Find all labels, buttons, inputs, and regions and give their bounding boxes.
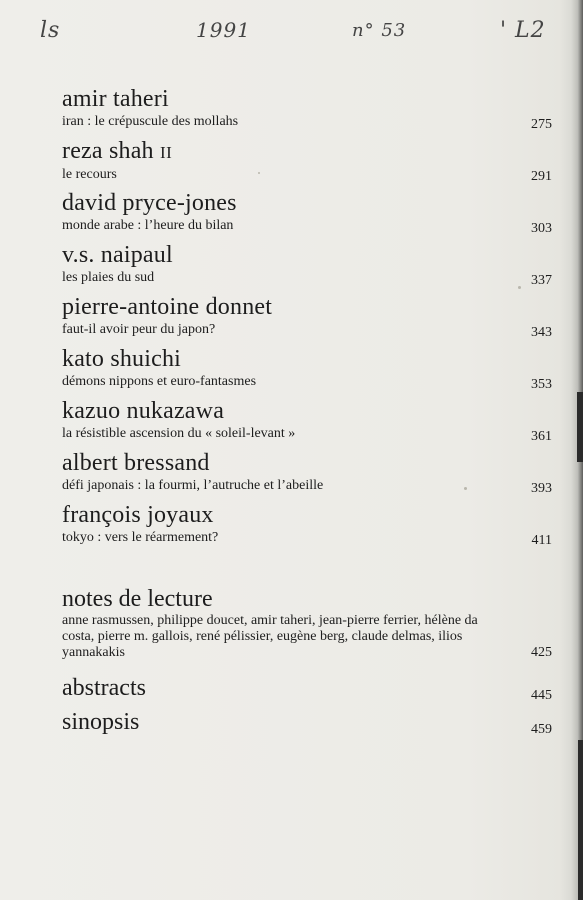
toc-entry bbox=[62, 294, 552, 346]
entry-title: tokyo : vers le réarmement? bbox=[62, 530, 219, 545]
entry-title: faut-il avoir peur du japon? bbox=[62, 322, 216, 337]
abstracts-section bbox=[62, 675, 552, 705]
paper-speck bbox=[258, 172, 260, 174]
entry-author: albert bressand bbox=[62, 450, 210, 476]
entry-page-number: 275 bbox=[531, 117, 552, 132]
toc-entry bbox=[62, 398, 552, 450]
entry-title: les plaies du sud bbox=[62, 270, 155, 285]
entry-page-number: 353 bbox=[531, 377, 552, 392]
entry-author: françois joyaux bbox=[62, 502, 214, 528]
page-edge-mark bbox=[577, 392, 583, 462]
toc-entry bbox=[62, 502, 552, 554]
entry-page-number: 337 bbox=[531, 273, 552, 288]
entry-title: le recours bbox=[62, 167, 117, 182]
handwritten-note-year: 1991 bbox=[196, 18, 251, 42]
entry-author: kazuo nukazawa bbox=[62, 398, 225, 424]
entry-page-number: 393 bbox=[531, 481, 552, 496]
handwritten-note-left: ls bbox=[40, 18, 61, 43]
section-heading: sinopsis bbox=[62, 709, 140, 735]
entry-author-suffix: II bbox=[159, 143, 173, 162]
toc-entry bbox=[62, 242, 552, 294]
section-heading: abstracts bbox=[62, 675, 146, 701]
paper-speck bbox=[518, 286, 521, 289]
entry-author: pierre-antoine donnet bbox=[62, 294, 273, 320]
notes-de-lecture-section bbox=[62, 586, 552, 661]
entry-page-number: 291 bbox=[531, 169, 552, 184]
toc-entry bbox=[62, 346, 552, 398]
entry-title: démons nippons et euro-fantasmes bbox=[62, 374, 257, 389]
table-of-contents bbox=[62, 86, 552, 554]
toc-entry bbox=[62, 138, 552, 190]
toc-entry bbox=[62, 190, 552, 242]
handwritten-note-right: ' L2 bbox=[500, 18, 546, 43]
section-page-number: 445 bbox=[531, 688, 552, 703]
entry-title: iran : le crépuscule des mollahs bbox=[62, 114, 239, 129]
entry-author: kato shuichi bbox=[62, 346, 182, 372]
entry-page-number: 411 bbox=[531, 533, 552, 548]
toc-entry bbox=[62, 450, 552, 502]
sinopsis-section bbox=[62, 709, 552, 739]
entry-title: la résistible ascension du « soleil-levant » bbox=[62, 426, 296, 441]
entry-author: v.s. naipaul bbox=[62, 242, 173, 268]
entry-page-number: 361 bbox=[531, 429, 552, 444]
entry-author: amir taheri bbox=[62, 86, 169, 112]
contributors-list: anne rasmussen, philippe doucet, amir taheri, jean-pierre ferrier, hélène da costa, pierre m. gallois, rené pélissier, eugène berg, claude delmas, ilios yannakakis bbox=[62, 613, 478, 660]
handwritten-note-issue: n° 53 bbox=[352, 20, 407, 41]
entry-page-number: 303 bbox=[531, 221, 552, 236]
entry-title: défi japonais : la fourmi, l’autruche et l’abeille bbox=[62, 478, 324, 493]
entry-author: reza shah II bbox=[62, 138, 173, 164]
section-heading: notes de lecture bbox=[62, 586, 213, 612]
toc-entry bbox=[62, 86, 552, 138]
section-page-number: 459 bbox=[531, 722, 552, 737]
section-page-number: 425 bbox=[531, 645, 552, 660]
paper-speck bbox=[464, 487, 467, 490]
entry-author: david pryce-jones bbox=[62, 190, 237, 216]
entry-page-number: 343 bbox=[531, 325, 552, 340]
page-edge-mark bbox=[578, 740, 583, 900]
entry-title: monde arabe : l’heure du bilan bbox=[62, 218, 234, 233]
